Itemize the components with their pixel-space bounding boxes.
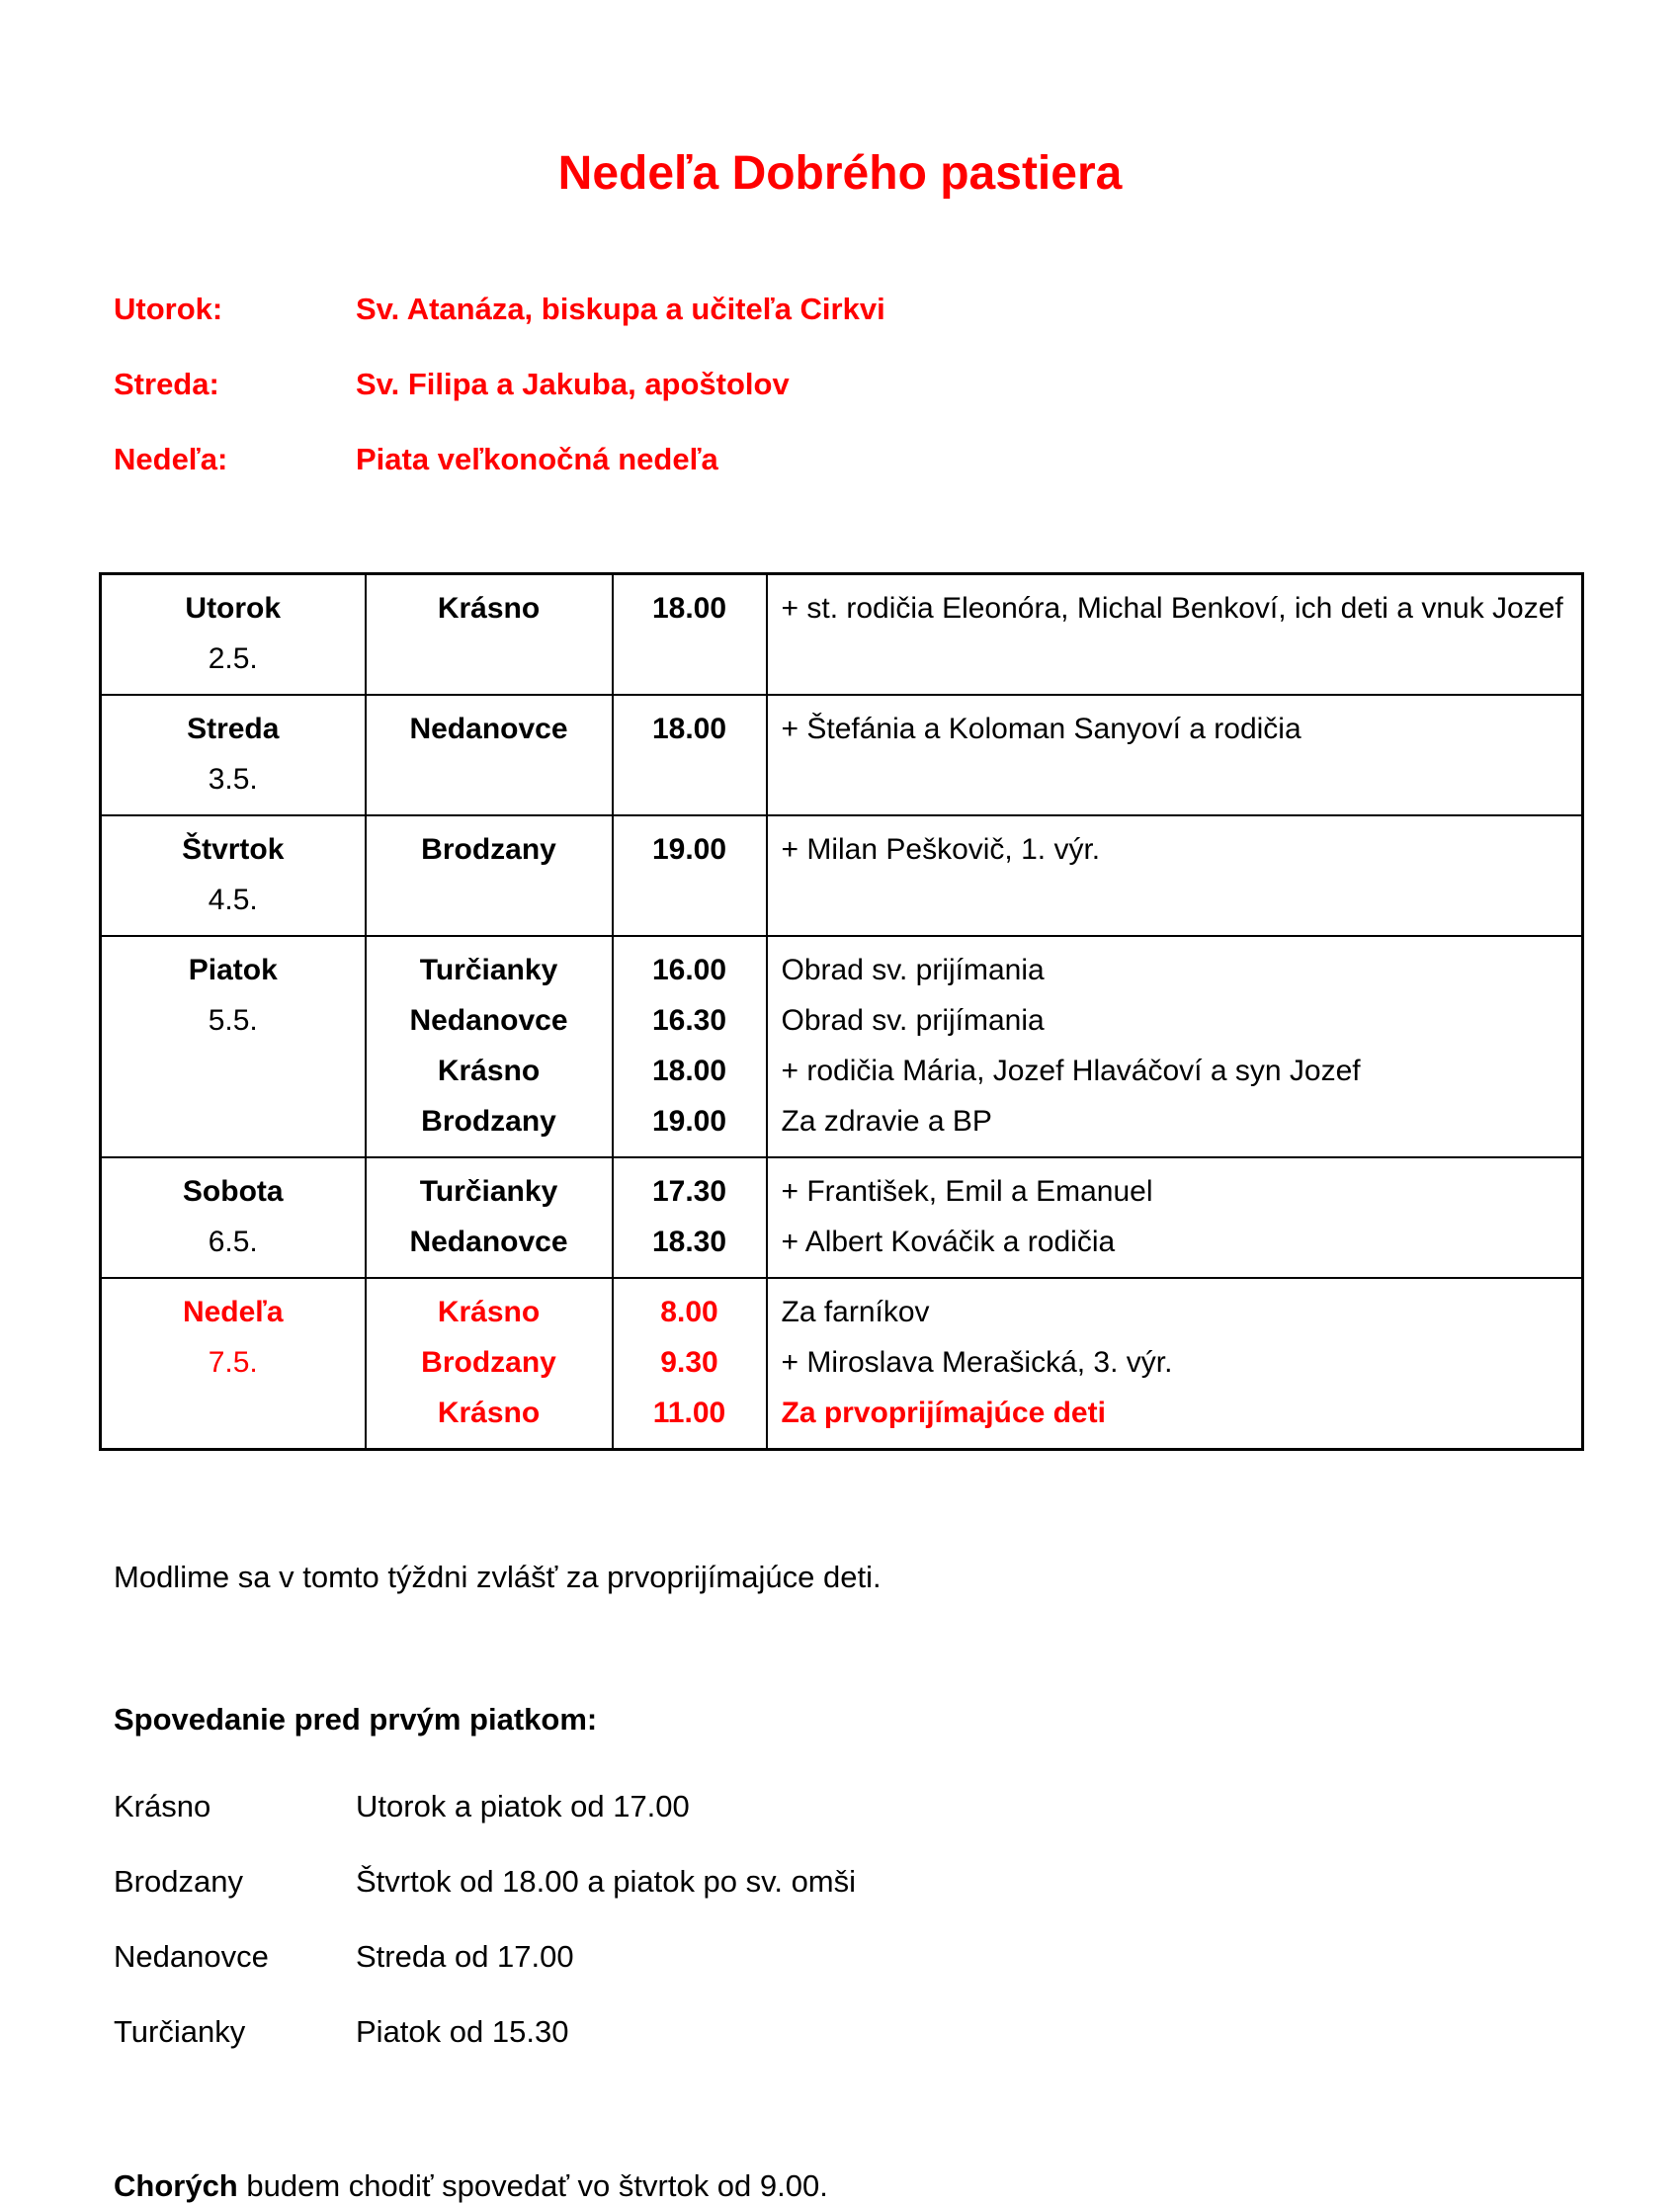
intention: + Miroslava Merašická, 3. výr. bbox=[781, 1346, 1173, 1379]
table-row-thursday bbox=[101, 815, 1583, 936]
mass-schedule-table bbox=[99, 572, 1584, 1451]
time: 18.00 bbox=[651, 713, 727, 745]
place: Krásno bbox=[437, 1397, 541, 1429]
confession-schedule: Utorok a piatok od 17.00 bbox=[356, 1789, 690, 1823]
confession-schedule: Streda od 17.00 bbox=[356, 1939, 574, 1974]
time: 18.30 bbox=[651, 1226, 727, 1258]
table-row-tuesday bbox=[101, 574, 1583, 696]
feast-row-sunday bbox=[114, 442, 1581, 477]
feast-day-label: Nedeľa: bbox=[114, 442, 228, 476]
intention: Za farníkov bbox=[781, 1296, 930, 1328]
place-cell bbox=[366, 1278, 613, 1450]
intention: Za zdravie a BP bbox=[781, 1105, 992, 1138]
intention: + Štefánia a Koloman Sanyoví a rodičia bbox=[781, 713, 1302, 745]
place-cell bbox=[366, 695, 613, 815]
time: 9.30 bbox=[660, 1346, 718, 1379]
feast-row-tuesday bbox=[114, 292, 1581, 327]
place-cell bbox=[366, 574, 613, 696]
day-date: 3.5. bbox=[208, 763, 258, 796]
day-cell bbox=[101, 815, 366, 936]
place: Nedanovce bbox=[409, 713, 568, 745]
day-date: 5.5. bbox=[208, 1004, 258, 1037]
confession-place: Nedanovce bbox=[114, 1939, 269, 1974]
feast-row-wednesday bbox=[114, 367, 1581, 402]
confession-place: Krásno bbox=[114, 1789, 211, 1823]
feast-day-label: Utorok: bbox=[114, 292, 223, 326]
day-cell bbox=[101, 695, 366, 815]
time-cell bbox=[613, 815, 767, 936]
page-title: Nedeľa Dobrého pastiera bbox=[557, 147, 1123, 200]
place: Krásno bbox=[437, 1055, 541, 1087]
feast-name: Sv. Atanáza, biskupa a učiteľa Cirkvi bbox=[356, 292, 885, 326]
day-name: Sobota bbox=[182, 1175, 284, 1208]
day-name: Štvrtok bbox=[182, 833, 285, 866]
confession-schedule: Štvrtok od 18.00 a piatok po sv. omši bbox=[356, 1864, 857, 1899]
place: Turčianky bbox=[419, 954, 558, 986]
place: Brodzany bbox=[421, 1105, 556, 1138]
time: 16.00 bbox=[651, 954, 727, 986]
day-cell bbox=[101, 936, 366, 1157]
feast-name: Piata veľkonočná nedeľa bbox=[356, 442, 718, 476]
time: 11.00 bbox=[652, 1397, 726, 1429]
day-name: Streda bbox=[187, 713, 280, 745]
intention: + rodičia Mária, Jozef Hlaváčoví a syn Jozef bbox=[781, 1055, 1361, 1087]
table-row-sunday bbox=[101, 1278, 1583, 1450]
time-cell bbox=[613, 574, 767, 696]
time-cell bbox=[613, 695, 767, 815]
sick-visits-note bbox=[114, 2168, 1581, 2204]
day-date: 6.5. bbox=[208, 1226, 258, 1258]
time-cell bbox=[613, 1157, 767, 1278]
confession-place: Turčianky bbox=[114, 2014, 246, 2049]
table-row-saturday bbox=[101, 1157, 1583, 1278]
day-date: 2.5. bbox=[208, 642, 258, 675]
feast-name: Sv. Filipa a Jakuba, apoštolov bbox=[356, 367, 790, 401]
time-cell bbox=[613, 1278, 767, 1450]
intention-cell bbox=[767, 1278, 1583, 1450]
day-date: 4.5. bbox=[208, 884, 258, 916]
sick-note-rest: budem chodiť spovedať vo štvrtok od 9.00. bbox=[237, 2168, 828, 2203]
place: Krásno bbox=[437, 592, 541, 625]
intention: + Albert Kováčik a rodičia bbox=[781, 1226, 1116, 1258]
confession-heading: Spovedanie pred prvým piatkom: bbox=[114, 1702, 598, 1737]
time: 17.30 bbox=[651, 1175, 727, 1208]
time: 19.00 bbox=[651, 833, 727, 866]
intention: + František, Emil a Emanuel bbox=[781, 1175, 1153, 1208]
time: 18.00 bbox=[651, 592, 727, 625]
confession-schedule: Piatok od 15.30 bbox=[356, 2014, 569, 2049]
confession-row-nedanovce bbox=[114, 1939, 1581, 1975]
time: 18.00 bbox=[651, 1055, 727, 1087]
confession-list bbox=[114, 1789, 1581, 2050]
feast-day-label: Streda: bbox=[114, 367, 219, 401]
intention-cell bbox=[767, 695, 1583, 815]
place: Turčianky bbox=[419, 1175, 558, 1208]
intention: Obrad sv. prijímania bbox=[781, 954, 1045, 986]
day-name: Nedeľa bbox=[182, 1296, 284, 1328]
place-cell bbox=[366, 815, 613, 936]
table-row-friday bbox=[101, 936, 1583, 1157]
place: Brodzany bbox=[421, 833, 556, 866]
confession-row-brodzany bbox=[114, 1864, 1581, 1900]
intention-cell bbox=[767, 574, 1583, 696]
intention: + Milan Peškovič, 1. výr. bbox=[781, 833, 1101, 866]
day-date: 7.5. bbox=[208, 1346, 258, 1379]
day-name: Piatok bbox=[188, 954, 278, 986]
place: Krásno bbox=[437, 1296, 541, 1328]
intention: + st. rodičia Eleonóra, Michal Benkoví, ich deti a vnuk Jozef bbox=[781, 592, 1563, 625]
prayer-note: Modlime sa v tomto týždni zvlášť za prvoprijímajúce deti. bbox=[114, 1560, 882, 1594]
day-cell bbox=[101, 1278, 366, 1450]
feast-day-list bbox=[114, 292, 1581, 477]
confession-row-turcianky bbox=[114, 2014, 1581, 2050]
intention-cell bbox=[767, 936, 1583, 1157]
place: Nedanovce bbox=[409, 1004, 568, 1037]
day-name: Utorok bbox=[185, 592, 282, 625]
day-cell bbox=[101, 574, 366, 696]
intention-cell bbox=[767, 815, 1583, 936]
intention: Za prvoprijímajúce deti bbox=[781, 1397, 1106, 1429]
place-cell bbox=[366, 936, 613, 1157]
day-cell bbox=[101, 1157, 366, 1278]
time: 16.30 bbox=[651, 1004, 727, 1037]
table-row-wednesday bbox=[101, 695, 1583, 815]
intention: Obrad sv. prijímania bbox=[781, 1004, 1045, 1037]
sick-note-bold-word: Chorých bbox=[114, 2168, 238, 2203]
confession-place: Brodzany bbox=[114, 1864, 243, 1899]
intention-cell bbox=[767, 1157, 1583, 1278]
time-cell bbox=[613, 936, 767, 1157]
place-cell bbox=[366, 1157, 613, 1278]
time: 19.00 bbox=[651, 1105, 727, 1138]
time: 8.00 bbox=[660, 1296, 718, 1328]
place: Nedanovce bbox=[409, 1226, 568, 1258]
place: Brodzany bbox=[421, 1346, 556, 1379]
confession-row-krasno bbox=[114, 1789, 1581, 1824]
